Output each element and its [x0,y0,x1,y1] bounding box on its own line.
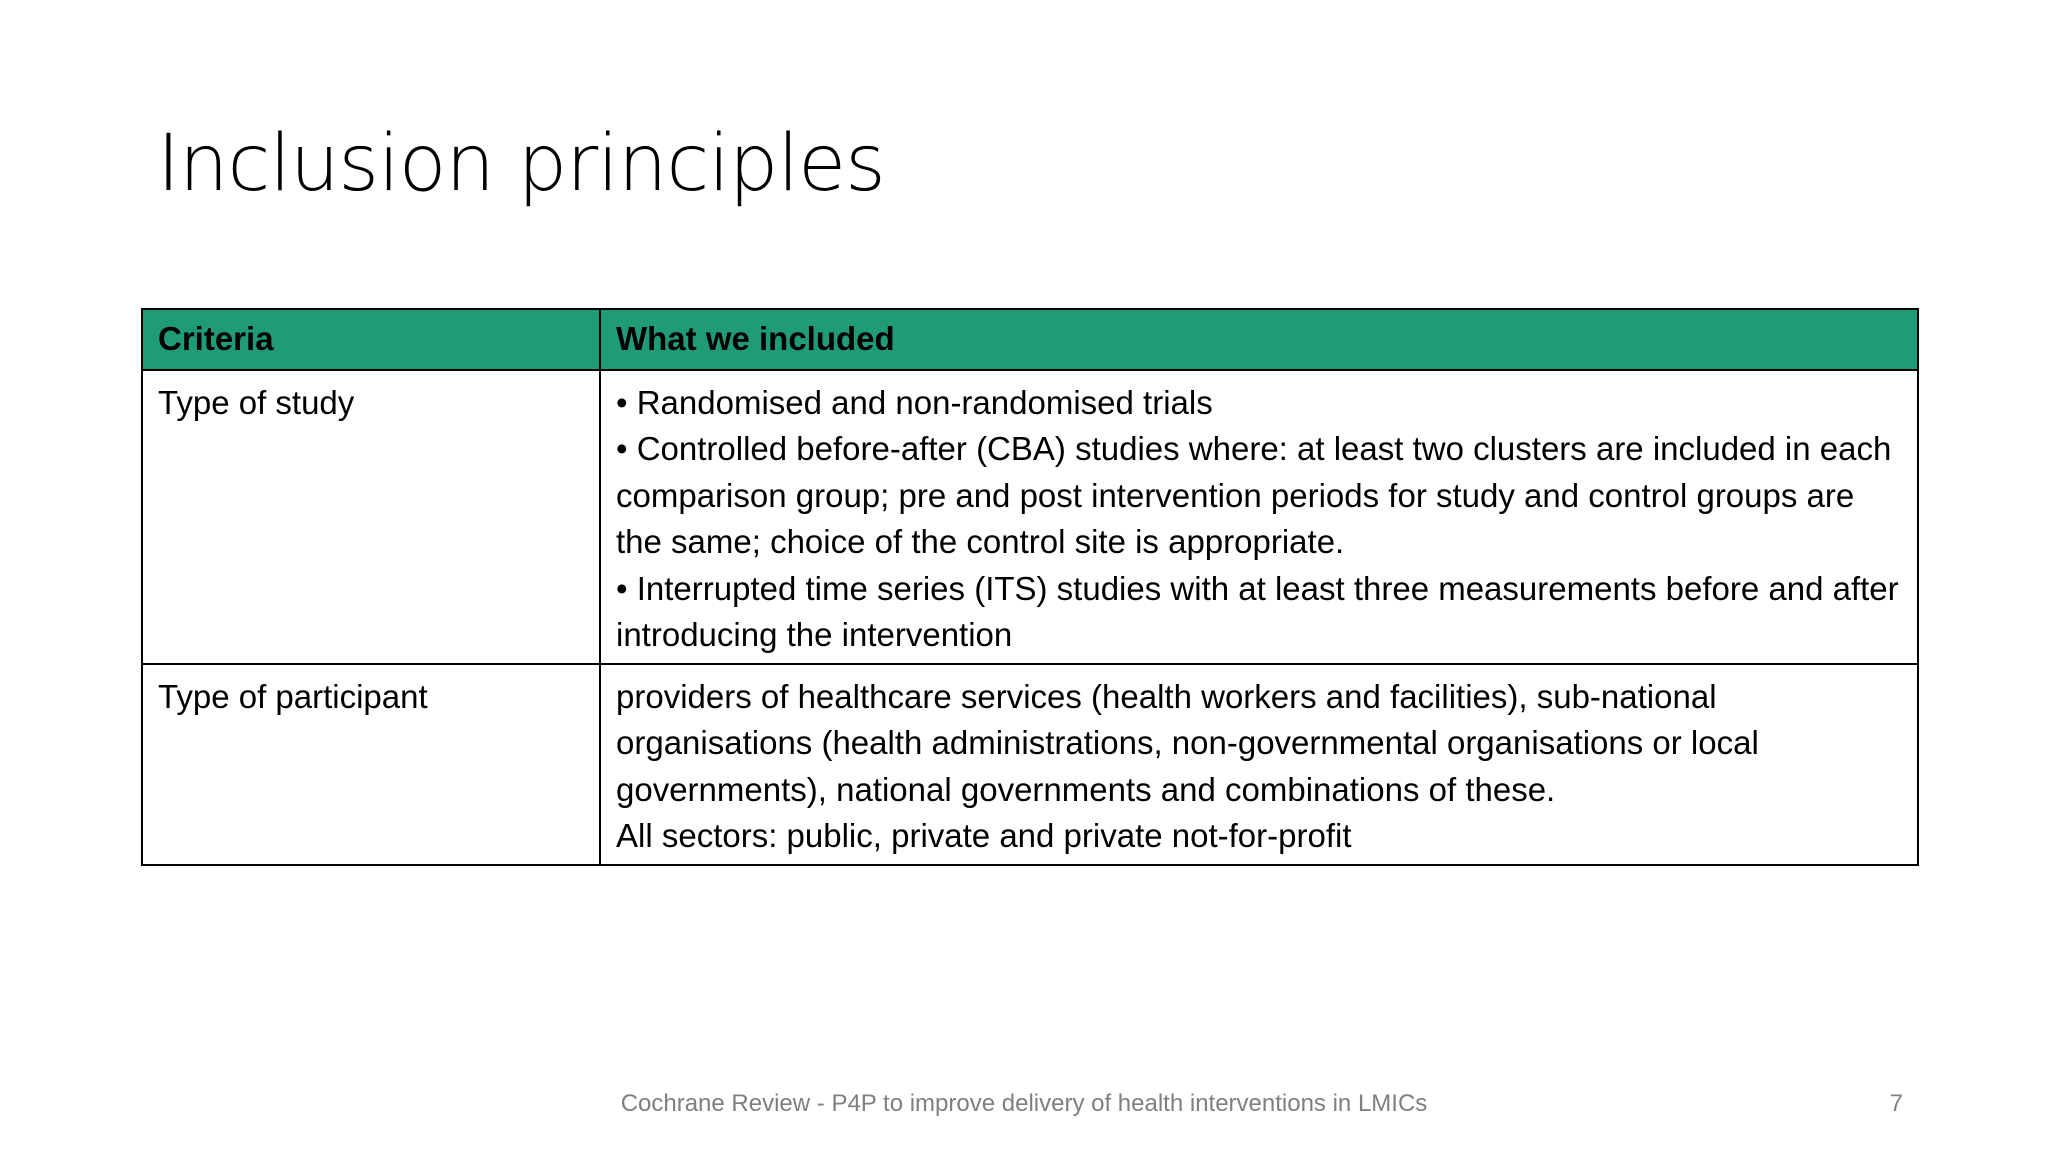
list-item: • Randomised and non-randomised trials [616,383,1213,421]
criteria-cell: Type of participant [142,664,600,865]
slide-footer: Cochrane Review - P4P to improve delivery of health interventions in LMICs [620,1090,1428,1117]
included-cell [600,664,1918,865]
slide-title: Inclusion principles [157,119,885,209]
page-number: 7 [1889,1090,1903,1117]
table-row [142,664,1918,865]
list-item: All sectors: public, private and private not-for-profit [616,817,1352,854]
list-item: providers of healthcare services (health workers and facilities), sub-national organisations (health administrations, non-governmental organisations or local governments), national governments and combinations of these. [616,677,1759,808]
included-cell [600,370,1918,664]
table-header-row [142,309,1918,370]
list-item: • Interrupted time series (ITS) studies with at least three measurements before and after introducing the intervention [616,569,1899,653]
table-row [142,370,1918,664]
inclusion-criteria-table [141,308,1919,866]
list-item: • Controlled before-after (CBA) studies where: at least two clusters are included in each comparison group; pre and post intervention periods for study and control groups are the same; choice of the control site is appropriate. [616,430,1892,560]
header-what-we-included: What we included [600,309,1918,370]
header-criteria: Criteria [142,309,600,370]
criteria-cell: Type of study [142,370,600,664]
